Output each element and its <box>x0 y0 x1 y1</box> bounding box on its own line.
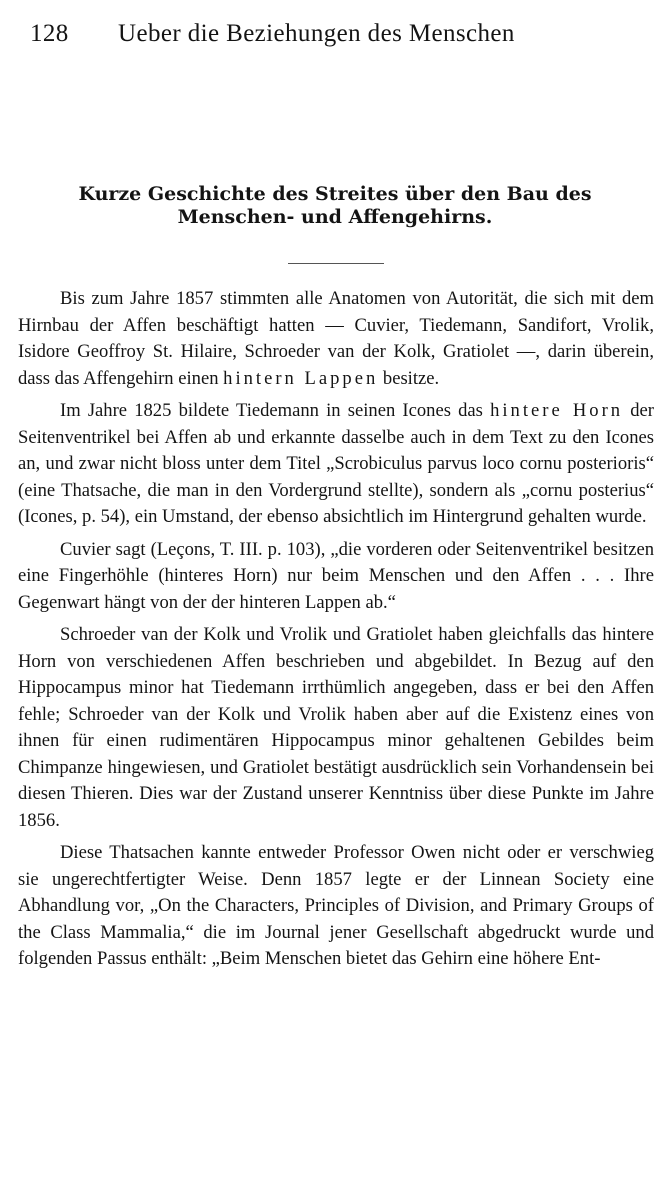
paragraph-1 <box>18 286 654 392</box>
title-divider <box>288 263 384 264</box>
paragraph-3: Cuvier sagt (Leçons, T. III. p. 103), „die vorderen oder Seitenventrikel besitzen eine Fingerhöhle (hinteres Horn) nur beim Menschen und den Affen . . . Ihre Gegenwart hängt von der der hinteren Lappen ab.“ <box>18 538 654 613</box>
paragraph-4: Schroeder van der Kolk und Vrolik und Gratiolet haben gleichfalls das hintere Horn von verschiedenen Affen beschrieben und abgebildet. In Bezug auf den Hippocampus minor hat Tiedemann irrthümlich angegeben, dass er bei den Affen fehle; Schroeder van der Kolk und Vrolik haben aber auf die Existenz eines von ihnen für einen rudimentären Hippocampus minor gehaltenen Gebildes beim Chimpanze hingewiesen, und Gratiolet bestätigt ausdrücklich sein Vorhandensein bei diesen Thieren. Dies war der Zustand unserer Kenntniss über diese Punkte im Jahre 1856. <box>18 624 654 831</box>
paragraph-2-text-end: der Seitenventrikel bei Affen ab und erkannte dasselbe auch in dem Text zu den Icones an, und zwar nicht bloss unter dem Titel „Scrobiculus parvus loco cornu posterioris“ (eine Thatsache, die man in den Vordergrund stellte), sondern als „cornu posterius“ (Icones, p. 54), ein Umstand, der ebenso absichtlich im Hintergrund gehalten wurde. <box>18 400 654 527</box>
section-title <box>20 183 650 229</box>
paragraph-2-text: Im Jahre 1825 bildete Tiedemann in seinen Icones das <box>60 400 491 421</box>
running-title: Ueber die Beziehungen des Menschen <box>118 20 515 47</box>
paragraph-2-emphasis: hintere Horn <box>490 400 624 421</box>
body-text <box>18 286 654 979</box>
section-title-line-2: Menschen- und Affengehirns. <box>177 206 493 228</box>
running-head <box>30 20 515 48</box>
section-title-line-1: Kurze Geschichte des Streites über den Bau des <box>78 183 592 205</box>
paragraph-5: Diese Thatsachen kannte entweder Professor Owen nicht oder er verschwieg sie ungerechtfertigter Weise. Denn 1857 legte er der Linnean Society eine Abhandlung vor, „On the Characters, Principles of Division, and Primary Groups of the Class Mammalia,“ die im Journal jener Gesellschaft abgedruckt wurde und folgenden Passus enthält: „Beim Menschen bietet das Gehirn eine höhere Ent- <box>18 842 654 969</box>
paragraph-2 <box>18 398 654 531</box>
paragraph-1-text: Bis zum Jahre 1857 stimmten alle Anatomen von Autorität, die sich mit dem Hirnbau der Affen beschäftigt hatten — Cuvier, Tiedemann, Sandifort, Vrolik, Isidore Geoffroy St. Hilaire, Schroeder van der Kolk, Gratiolet —, darin überein, dass das Affengehirn einen <box>18 288 654 389</box>
paragraph-1-text-end: besitze. <box>378 367 440 389</box>
page-number: 128 <box>30 20 69 47</box>
paragraph-1-emphasis: hintern Lappen <box>223 367 379 389</box>
